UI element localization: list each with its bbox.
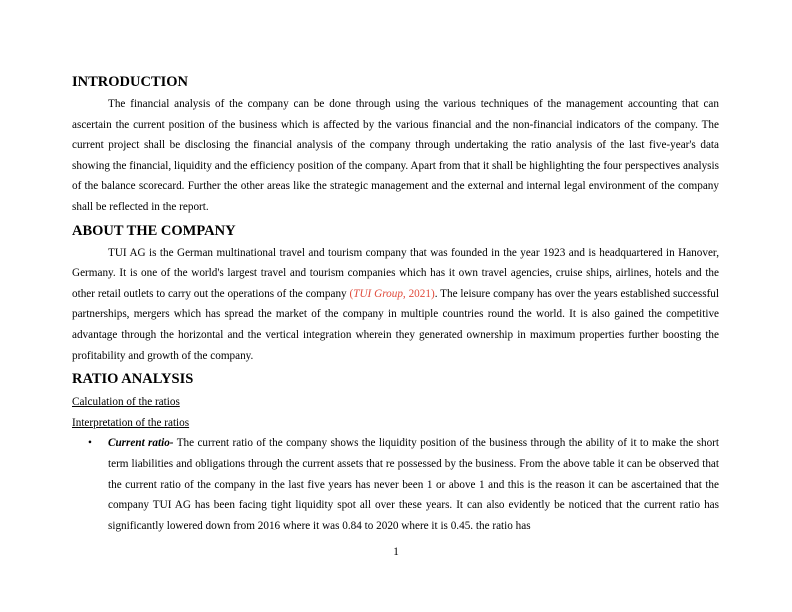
about-company-paragraph (72, 243, 719, 367)
page-number: 1 (393, 546, 399, 558)
citation-year: 2021) (405, 287, 435, 300)
introduction-heading: INTRODUCTION (72, 74, 189, 90)
introduction-paragraph: The financial analysis of the company can be done through using the various techniques of the management accounting that can ascertain the current position of the business which is affected by the various financial and the non-financial indicators of the company. The current project shall be disclosing the financial analysis of the company through undertaking the ratio analysis of the last five-year's data showing the financial, liquidity and the efficiency position of the company. Apart from that it shall be highlighting the four perspectives analysis of the balance scorecard. Further the other areas like the strategic management and the external and internal legal environment of the company shall be reflected in the report. (72, 98, 719, 213)
list-item (72, 433, 719, 536)
about-text-before-citation: TUI AG is the German multinational travel and tourism company that was founded in the year 1923 and is headquartered in Hanover, Germany. It is one of the world's largest travel and tourism companies which has it own travel agencies, cruise ships, airlines, hotels and the other retail outlets to carry out the operations of the company (72, 246, 719, 300)
calculation-of-ratios-link[interactable]: Calculation of the ratios (72, 396, 180, 409)
ratio-bullet-list (72, 433, 719, 536)
citation (350, 288, 435, 300)
bullet-term: Current ratio- (108, 437, 174, 450)
citation-name: TUI Group, (353, 287, 406, 300)
bullet-text: The current ratio of the company shows the liquidity position of the business through the ability of it to make the short term liabilities and obligations through the current assets that re possessed by the business. From the above table it can be observed that the current ratio of the company in the last five years has never been 1 or above 1 and this is the reason it can be ascertained that the company TUI AG has been facing tight liquidity spot all over these years. It can also evidently be noticed that the current ratio has significantly lowered down from 2016 where it was 0.84 to 2020 where it is 0.45. the ratio has (108, 437, 720, 532)
bullet-icon: • (88, 437, 92, 450)
interpretation-of-ratios-link[interactable]: Interpretation of the ratios (72, 416, 190, 429)
about-company-heading: ABOUT THE COMPANY (72, 222, 236, 239)
citation-open: ( (349, 287, 354, 300)
document-page (72, 70, 719, 536)
about-text-after-citation: . The leisure company has over the years established successful partnerships, mergers which has spread the market of the company in multiple countries round the world. It is also gained the competitive advantage through the horizontal and the vertical integration wherein they generated ownership in maximum properties further boosting the profitability and growth of the company. (72, 287, 719, 362)
ratio-analysis-heading: RATIO ANALYSIS (72, 371, 194, 388)
